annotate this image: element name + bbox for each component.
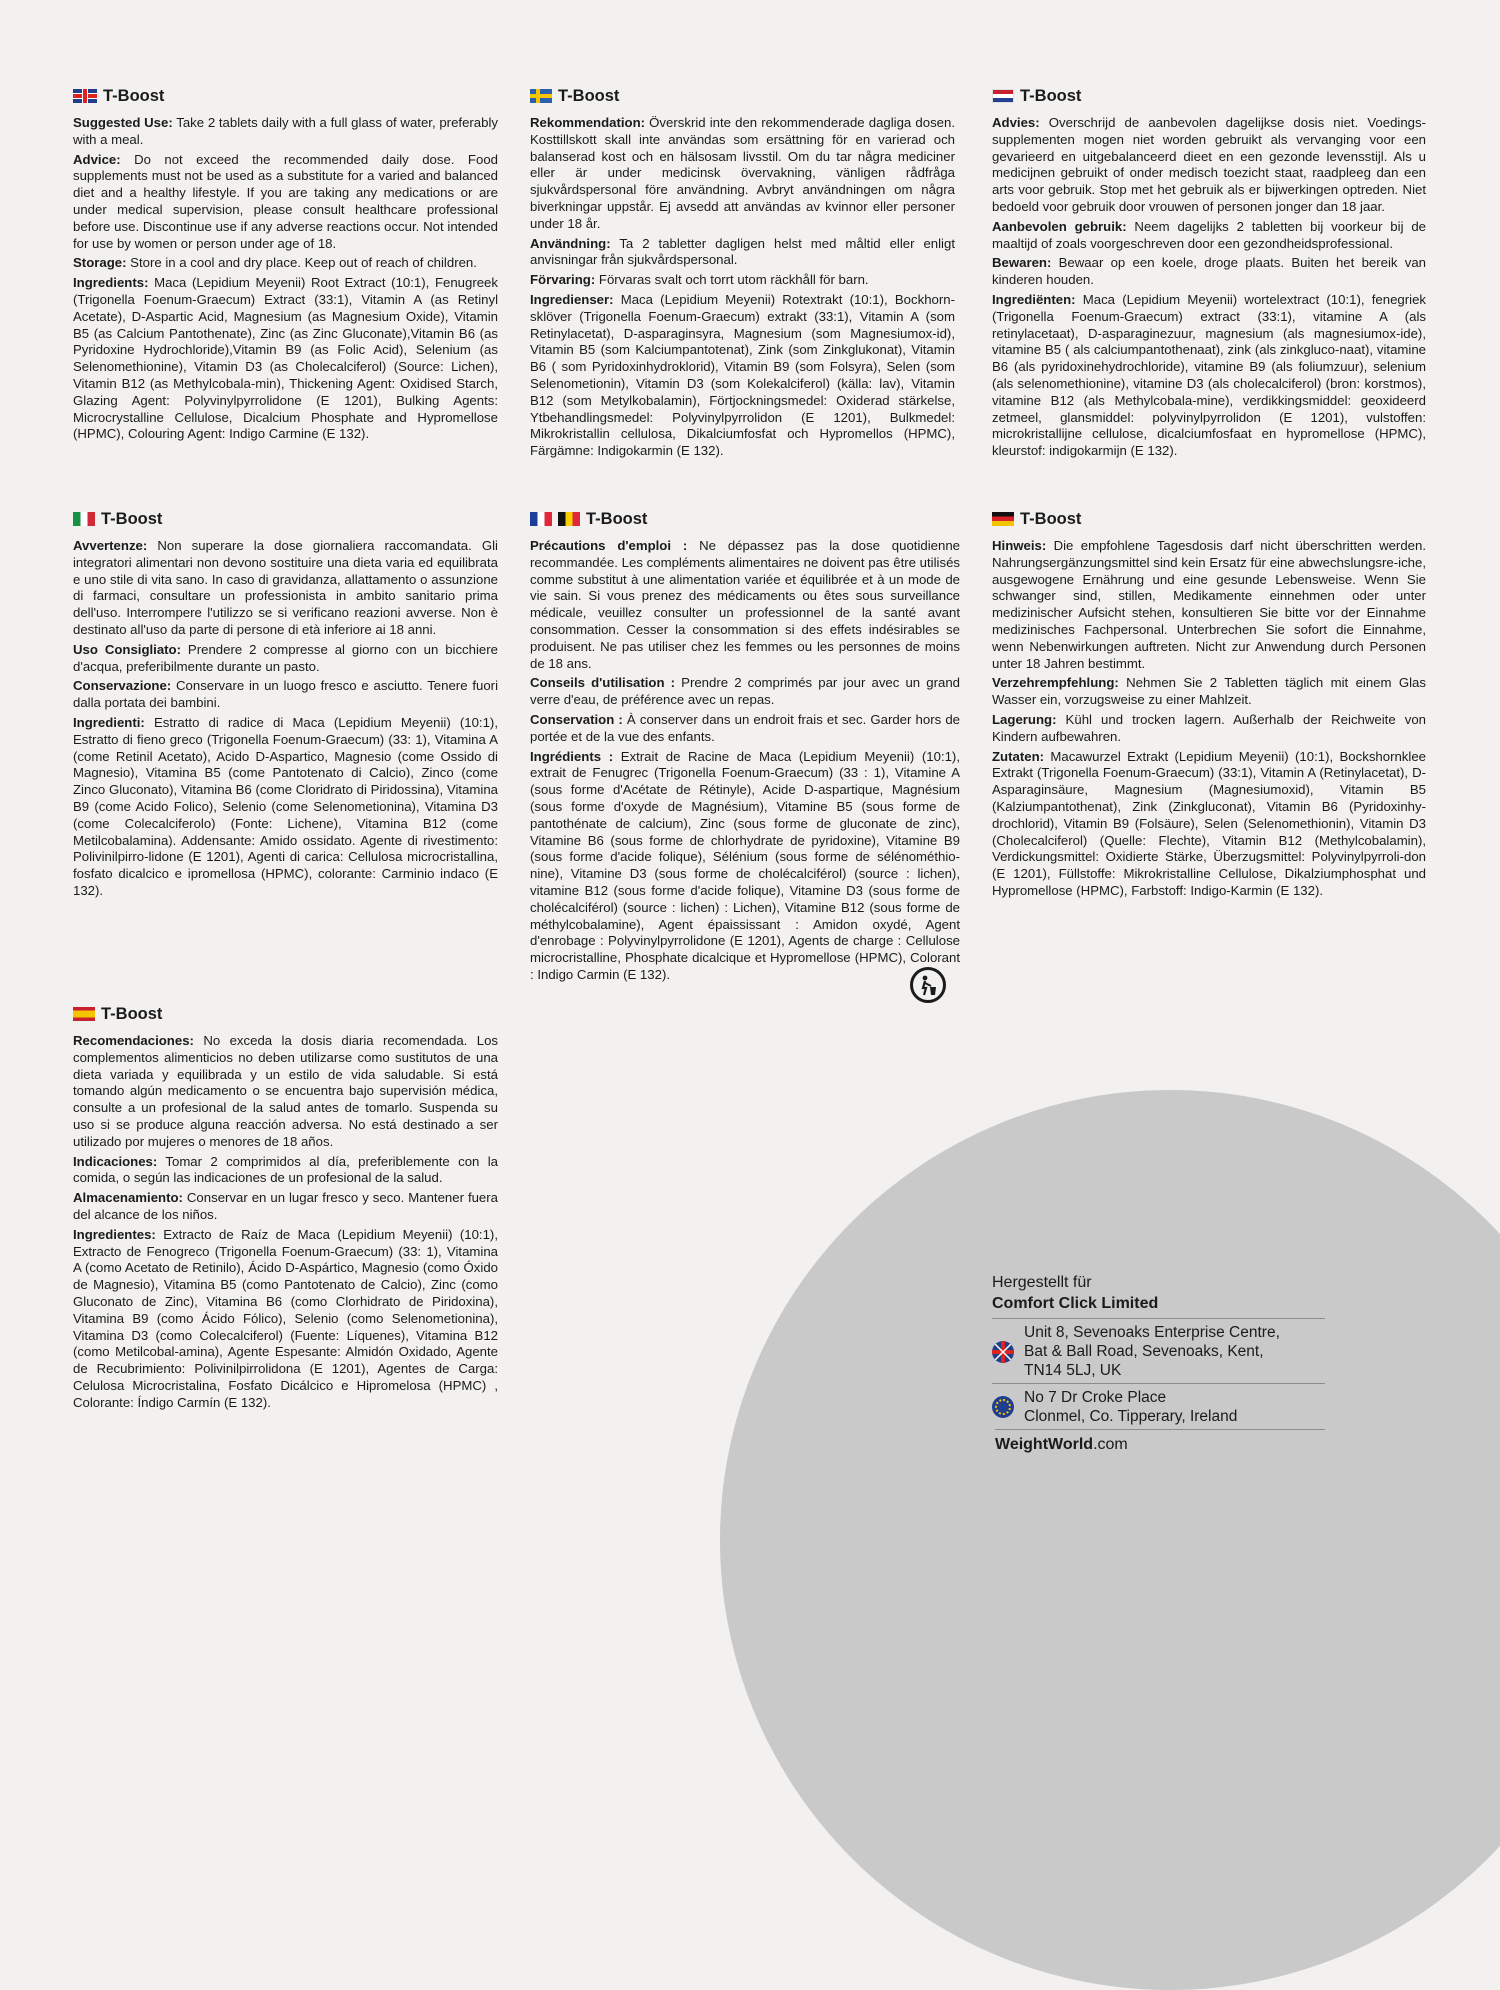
paragraph-label: Précautions d'emploi : <box>530 538 688 553</box>
eu-address-row <box>992 1383 1325 1429</box>
paragraph-label: Förvaring: <box>530 272 596 288</box>
paragraph <box>73 115 498 149</box>
section-dutch <box>992 85 1426 463</box>
paragraph-label: Bewaren: <box>992 255 1052 271</box>
paragraph-label: Lagerung: <box>992 711 1057 727</box>
paragraph-text: Maca (Lepidium Meyenii) Root Extract (10:1), Fenugreek (Trigonella Foenum-Graecum) Extract (33:1), Vitamin A (as Retinyl Acetate), D-Aspartic Acid, Magnesium (as Magnesium Oxide), Vitamin B5 (as Calcium Pantothenate), Zinc (as Zinc Gluconate),Vitamin B6 (as Pyridoxine Hydrochloride),Vitamin B9 (as Folic Acid), Selenium (as Selenomethionine), Vitamin D3 (as Cholecalciferol) (Source: Lichen), Vitamin B12 (as Methylcobala-min), Thickening Agent: Oxidised Starch, Glazing Agent: Polyvinylpyrrolidone (E 1201), Bulking Agents: Microcrystalline Cellulose, Dicalcium Phosphate and Hypromellose (HPMC), Colouring Agent: Indigo Carmine (E 132). <box>73 275 498 442</box>
paragraph <box>530 749 960 984</box>
section-title: T-Boost <box>1020 509 1082 528</box>
uk-flag-icon <box>73 89 97 103</box>
paragraph-label: Rekommendation: <box>530 115 646 130</box>
address-line: Clonmel, Co. Tipperary, Ireland <box>1024 1408 1238 1425</box>
section-german <box>992 508 1426 903</box>
company-name: Comfort Click Limited <box>992 1295 1159 1312</box>
paragraph-label: Conseils d'utilisation : <box>530 675 676 691</box>
paragraph <box>530 272 955 289</box>
section-heading <box>530 85 955 107</box>
paragraph-label: Ingrediënten: <box>992 291 1076 307</box>
background-circle <box>720 1090 1500 1990</box>
section-heading <box>73 1003 498 1025</box>
section-heading <box>992 508 1426 530</box>
paragraph <box>73 152 498 253</box>
section-italian <box>73 508 498 903</box>
paragraph-label: Conservazione: <box>73 678 172 694</box>
paragraph-text: Nehmen Sie 2 Tabletten täglich mit einem Glas Wasser ein, vorzugsweise zu einer Mahlzeit. <box>992 675 1426 708</box>
paragraph-text: Extracto de Raíz de Maca (Lepidium Meyenii) (10:1), Extracto de Fenogreco (Trigonella Foenum-Graecum) (33: 1), Vitamina A (como Acetato de Retinilo), Ácido D-Aspártico, Magnesio (como Óxido de Magnesio), Vitamina B5 (como Pantotenato de Calcio), Zinc (como Gluconato de Zinc), Vitamina B6 (como Clorhidrato de Piridoxina), Vitamina B9 (como Ácido Fólico), Selenio (como Selenometionina), Vitamina D3 (como Colecalciferol) (Fuente: Líquenes), Vitamina B12 (como Metilcobal-amina), Agente Espesante: Almidón Oxidado, Agente de Recubrimiento: Polivinilpirrolidona (E 1201), Agentes de Carga: Celulosa Microcristalina, Fosfato Dicálcico e Hipromelosa (HPMC) , Colorante: Índigo Carmín (E 132). <box>73 1226 498 1410</box>
website-name: WeightWorld <box>995 1436 1094 1453</box>
paragraph-text: Ne dépassez pas la dose quotidienne recommandée. Les compléments alimentaires ne doivent pas être utilisés comme substitut à une alimentation variée et équilibrée et à un mode de vie sain. Si vous prenez des médicaments ou êtes sous surveillance médicale, veuillez consulter un professionnel de la santé avant consommation. Cesser la consommation si des effets indésirables se produisent. Ne pas utiliser chez les femmes ou les personnes de moins de 18 ans. <box>530 538 960 671</box>
paragraph <box>992 255 1426 289</box>
paragraph-text: Bewaar op een koele, droge plaats. Buiten het bereik van kinderen houden. <box>992 255 1426 288</box>
paragraph-text: Kühl und trocken lagern. Außerhalb der Reichweite von Kindern aufbewahren. <box>992 711 1426 744</box>
belgium-flag-icon <box>558 512 580 526</box>
paragraph <box>73 1227 498 1412</box>
paragraph-text: Överskrid inte den rekommenderade dagliga dosen. Kosttillskott skall inte användas som ersättning för en varierad och balanserad kost och en hälsosam livsstil. Om du tar några mediciner eller är under medicinsk övervakning, vänligen rådfråga sjukvårdspersonal före användning. Avbryt användningen om några biverkningar uppstår. Ej avsedd att användas av kvinnor eller personer under 18 år. <box>530 115 955 231</box>
paragraph <box>992 712 1426 746</box>
italy-flag-icon <box>73 512 95 526</box>
section-french <box>530 508 960 987</box>
paragraph-label: Storage: <box>73 255 127 271</box>
paragraph-label: Indicaciones: <box>73 1153 158 1169</box>
paragraph-text: Non superare la dose giornaliera raccomandata. Gli integratori alimentari non devono sostituire una dieta varia ed equilibrata e uno stile di vita sano. In caso di gravidanza, allattamento o assunzione di farmaci, consultare un professionista in ambito sanitario prima dell'uso. Interrompere l'utilizzo se si verificano reazioni avverse. Non è destinato all'uso da parte di persone di età inferiore ai 18 anni. <box>73 538 498 637</box>
paragraph <box>73 255 498 272</box>
paragraph <box>992 538 1426 672</box>
paragraph-text: Overschrijd de aanbevolen dagelijkse dosis niet. Voedings-supplementen mogen niet worden gebruikt als vervanging voor een gevarieerd en uitgebalanceerd dieet en een gezonde levensstijl. Als u medicijnen gebruikt of onder medisch toezicht staat, raadpleeg dan een arts voor gebruik. Stop met het gebruik als er bijwerkingen optreden. Niet bedoeld voor gebruik door vrouwen of personen jonger dan 18 jaar. <box>992 115 1426 214</box>
paragraph <box>73 275 498 443</box>
paragraph-label: Ingredientes: <box>73 1226 156 1242</box>
paragraph <box>73 678 498 712</box>
address-line: No 7 Dr Croke Place <box>1024 1389 1167 1406</box>
paragraph-label: Aanbevolen gebruik: <box>992 218 1127 234</box>
section-title: T-Boost <box>1020 86 1082 105</box>
paragraph-label: Hinweis: <box>992 538 1047 553</box>
section-title: T-Boost <box>558 86 620 105</box>
sweden-flag-icon <box>530 89 552 103</box>
paragraph <box>530 115 955 233</box>
section-title: T-Boost <box>101 509 163 528</box>
paragraph-label: Uso Consigliato: <box>73 641 182 657</box>
section-heading <box>73 508 498 530</box>
paragraph-label: Recomendaciones: <box>73 1033 194 1048</box>
paragraph <box>530 675 960 709</box>
paragraph-text: Förvaras svalt och torrt utom räckhåll för barn. <box>595 272 869 288</box>
address-line: Unit 8, Sevenoaks Enterprise Centre, <box>1024 1324 1280 1341</box>
paragraph-text: Extrait de Racine de Maca (Lepidium Meyenii) (10:1), extrait de Fenugrec (Trigonella Foenum-Graecum) (33 : 1), Vitamine A (sous forme d'Acétate de Rétinyle), Acide D-aspartique, Magnésium (sous forme d'oxyde de Magnésium), Vitamine B5 (sous forme de pantothénate de calcium), Zinc (sous forme de gluconate de zinc), Vitamine B6 (sous forme de chlorhydrate de pyridoxine), Vitamine B9 (sous forme d'acide folique), Sélénium (sous forme de sélénométhio-nine), Vitamine D3 (sous forme de cholécalciférol) (source : lichen), vitamine B12 (sous forme d'acide folique), Vitamine D3 (sous forme de cholécalciférol) (source : lichen) : Lichen), Vitamine B12 (sous forme de méthylcobalamine), Agent épaississant : Amidon oxydé, Agent d'enrobage : Polyvinylpyrrolidone (E 1201), Agents de charge : Cellulose microcristalline, Phosphate dicalcique et Hypromellose (HPMC), Colorant : Indigo Carmin (E 132). <box>530 748 960 982</box>
paragraph-text: Neem dagelijks 2 tabletten bij voorkeur bij de maaltijd of zoals voorgeschreven door een gezondheidsprofessional. <box>992 218 1426 251</box>
section-heading <box>530 508 960 530</box>
paragraph-text: Prendere 2 compresse al giorno con un bicchiere d'acqua, preferibilmente durante un pasto. <box>73 641 498 674</box>
paragraph-text: Conservar en un lugar fresco y seco. Mantener fuera del alcance de los niños. <box>73 1190 498 1222</box>
section-spanish <box>73 1003 498 1415</box>
manufacturer-label: Hergestellt für <box>992 1274 1092 1291</box>
paragraph <box>992 749 1426 900</box>
section-english <box>73 85 498 446</box>
paragraph-text: Macawurzel Extrakt (Lepidium Meyenii) (10:1), Bockshornklee Extrakt (Trigonella Foenum-Graecum) (33:1), Vitamin A (Retinylacetat), D-Asparaginsäure, Magnesium (Magnesiumoxid), Vitamin B5 (Kalziumpantothenat), Zink (Zinkgluconat), Vitamin B6 (Pyridoxinhy-drochlorid), Vitamin B9 (Folsäure), Selen (Selenomethionin), Vitamin D3 (Cholecalciferol) (Quelle: Flechte), Vitamin B12 (Methylcobalamin), Verdickungsmittel: Oxidierte Stärke, Überzugsmittel: Polyvinylpyrroli-don (E 1201), Füllstoffe: Mikrokristalline Cellulose, Dikalziumphosphat und Hypromellose (HPMC), Farbstoff: Indigo-Karmin (E 132). <box>992 748 1426 898</box>
spain-flag-icon <box>73 1007 95 1021</box>
paragraph-text: No exceda la dosis diaria recomendada. Los complementos alimenticios no deben utilizarse como sustitutos de una dieta variada y equilibrada y un estilo de vida saludable. Si está tomando algún medicamento o se encuentra bajo supervisión médica, consulte a un profesional de la salud antes de tomarlo. Suspenda su uso si se produce alguna reacción adversa. No está destinado a ser utilizado por mujeres o menores de 18 años. <box>73 1033 498 1149</box>
paragraph-label: Användning: <box>530 235 611 251</box>
paragraph-label: Suggested Use: <box>73 115 173 130</box>
paragraph <box>73 1190 498 1224</box>
section-title: T-Boost <box>586 509 648 528</box>
paragraph-label: Advice: <box>73 151 121 167</box>
website-link[interactable] <box>995 1429 1325 1454</box>
france-flag-icon <box>530 512 552 526</box>
section-title: T-Boost <box>103 86 165 105</box>
paragraph <box>530 712 960 746</box>
eu-address <box>1024 1388 1237 1426</box>
tidyman-recycle-icon <box>910 967 946 1003</box>
paragraph-text: Prendre 2 comprimés par jour avec un grand verre d'eau, de préférence avec un repas. <box>530 675 960 708</box>
paragraph-label: Conservation : <box>530 711 623 727</box>
paragraph-text: Maca (Lepidium Meyenii) wortelextract (10:1), fenegriek (Trigonella Foenum-Graecum) extract (33:1), vitamine A (als retinylacetaat), D-asparaginezuur, magnesium (als magnesiumox-ide), vitamine B5 ( als calciumpantothenaat), zink (als zinkgluco-naat), vitamine B6 (als pyridoxinehydrochloride), vitamine B9 (als foliumzuur), selenium (als selenomethionine), vitamine D3 (als cholecalciferol) (bron: korstmos), vitamine B12 (als Methylcobala-mine), verdikkingsmiddel: geoxideerd zetmeel, glansmiddel: polyvinylpyrrolidon (E 1201), vulstoffen: microkristallijne cellulose, dicalciumfosfaat en hypromellose (HPMC), kleurstof: indigokarmijn (E 132). <box>992 291 1426 459</box>
paragraph <box>992 219 1426 253</box>
paragraph-label: Avvertenze: <box>73 538 148 553</box>
section-title: T-Boost <box>101 1004 163 1023</box>
paragraph-text: Store in a cool and dry place. Keep out of reach of children. <box>126 255 477 271</box>
manufacturer-info <box>992 1272 1325 1454</box>
paragraph <box>992 675 1426 709</box>
paragraph <box>73 1154 498 1188</box>
paragraph-text: Ta 2 tabletter dagligen helst med måltid eller enligt anvisningar från sjukvårdspersonal. <box>530 235 955 268</box>
uk-flag-icon <box>992 1341 1014 1363</box>
uk-address <box>1024 1323 1280 1380</box>
paragraph-label: Ingredients: <box>73 275 149 291</box>
paragraph-text: Take 2 tablets daily with a full glass of water, preferably with a meal. <box>73 115 498 147</box>
paragraph <box>73 538 498 639</box>
website-tld: .com <box>1093 1436 1128 1453</box>
paragraph-text: Do not exceed the recommended daily dose. Food supplements must not be used as a substitute for a varied and balanced diet and a healthy lifestyle. If you are taking any medications or are under medical supervision, please consult healthcare professional before use. Discontinue use if any adverse reactions occur. Not intended for use by women or person under age of 18. <box>73 151 498 251</box>
netherlands-flag-icon <box>992 89 1014 103</box>
paragraph <box>992 115 1426 216</box>
paragraph <box>73 715 498 900</box>
section-swedish <box>530 85 955 463</box>
paragraph-text: Maca (Lepidium Meyenii) Rotextrakt (10:1), Bockhorn-sklöver (Trigonella Foenum-Graecum) extrakt (33:1), Vitamin A (som Retinylacetat), D-asparaginsyra, Magnesium (som Magnesiumox-id), Vitamin B5 (som Kalciumpantotenat), Zink (som Zinkglukonat), Vitamin B6 ( som Pyridoxinhydroklorid), Vitamin B9 (som Folsyra), Selen (som Selenometionin), Vitamin D3 (som Kolekalciferol) (källa: lav), Vitamin B12 (som Metylkobalamin), Förtjockningsmedel: Oxiderad stärkelse, Ytbehandlingsmedel: Polyvinylpyrrolidon (E 1201), Bulkmedel: Mikrokristallin cellulosa, Dikalciumfosfat och Hypromellos (HPMC), Färgämne: Indigokarmin (E 132). <box>530 291 955 459</box>
paragraph <box>530 292 955 460</box>
paragraph <box>992 292 1426 460</box>
paragraph <box>73 642 498 676</box>
paragraph-label: Verzehrempfehlung: <box>992 675 1119 691</box>
paragraph-label: Advies: <box>992 115 1040 130</box>
germany-flag-icon <box>992 512 1014 526</box>
paragraph-label: Ingredienti: <box>73 714 145 730</box>
paragraph <box>73 1033 498 1151</box>
paragraph-label: Zutaten: <box>992 748 1045 764</box>
eu-flag-icon <box>992 1396 1014 1418</box>
paragraph-label: Ingredienser: <box>530 291 614 307</box>
paragraph-text: Tomar 2 comprimidos al día, preferiblemente con la comida, o según las indicaciones de un profesional de la salud. <box>73 1153 498 1186</box>
uk-address-row <box>992 1318 1325 1383</box>
paragraph <box>530 538 960 672</box>
paragraph <box>530 236 955 270</box>
address-line: Bat & Ball Road, Sevenoaks, Kent, <box>1024 1343 1264 1360</box>
paragraph-label: Ingrédients : <box>530 748 614 764</box>
section-heading <box>992 85 1426 107</box>
paragraph-text: Conservare in un luogo fresco e asciutto. Tenere fuori dalla portata dei bambini. <box>73 678 498 711</box>
paragraph-text: Die empfohlene Tagesdosis darf nicht überschritten werden. Nahrungsergänzungsmittel sind kein Ersatz für eine abwechslungsre-iche, ausgewogene Ernährung und eine gesunde Lebensweise. Wenn Sie schwanger sind, stillen, Medikamente einnehmen oder unter medizinischer Aufsicht stehen, konsultieren Sie bitte vor der Einnahme medizinisches Fachpersonal. Unterbrechen Sie sofort die Einnahme, wenn Nebenwirkungen auftreten. Nicht zur Anwendung durch Personen unter 18 Jahren bestimmt. <box>992 538 1426 671</box>
section-heading <box>73 85 498 107</box>
paragraph-label: Almacenamiento: <box>73 1190 183 1206</box>
address-line: TN14 5LJ, UK <box>1024 1362 1122 1379</box>
paragraph-text: Estratto di radice di Maca (Lepidium Meyenii) (10:1), Estratto di fieno greco (Trigonella Foenum-Graecum) (33: 1), Vitamina A (come Retinil Acetato), Acido D-Aspartico, Magnesio (come Ossido di Magnesio), Vitamina B5 (come Pantotenato di Calcio), Zinco (come Zinco Gluconato), Vitamina B6 (come Cloridrato di Piridossina), Vitamina B9 (come Acido Folico), Selenio (come Selenometionina), Vitamina D3 (come Colecalciferolo) (Fonte: Lichene), Vitamina B12 (come Metilcobalamina). Addensante: Amido ossidato. Agente di rivestimento: Polivinilpirro-lidone (E 1201), Agenti di carica: Cellulosa microcristallina, fosfato dicalcico e ipromellosa (HPMC), colorante: Carminio indaco (E 132). <box>73 714 498 898</box>
paragraph-text: À conserver dans un endroit frais et sec. Garder hors de portée et de la vue des enfants. <box>530 711 960 744</box>
